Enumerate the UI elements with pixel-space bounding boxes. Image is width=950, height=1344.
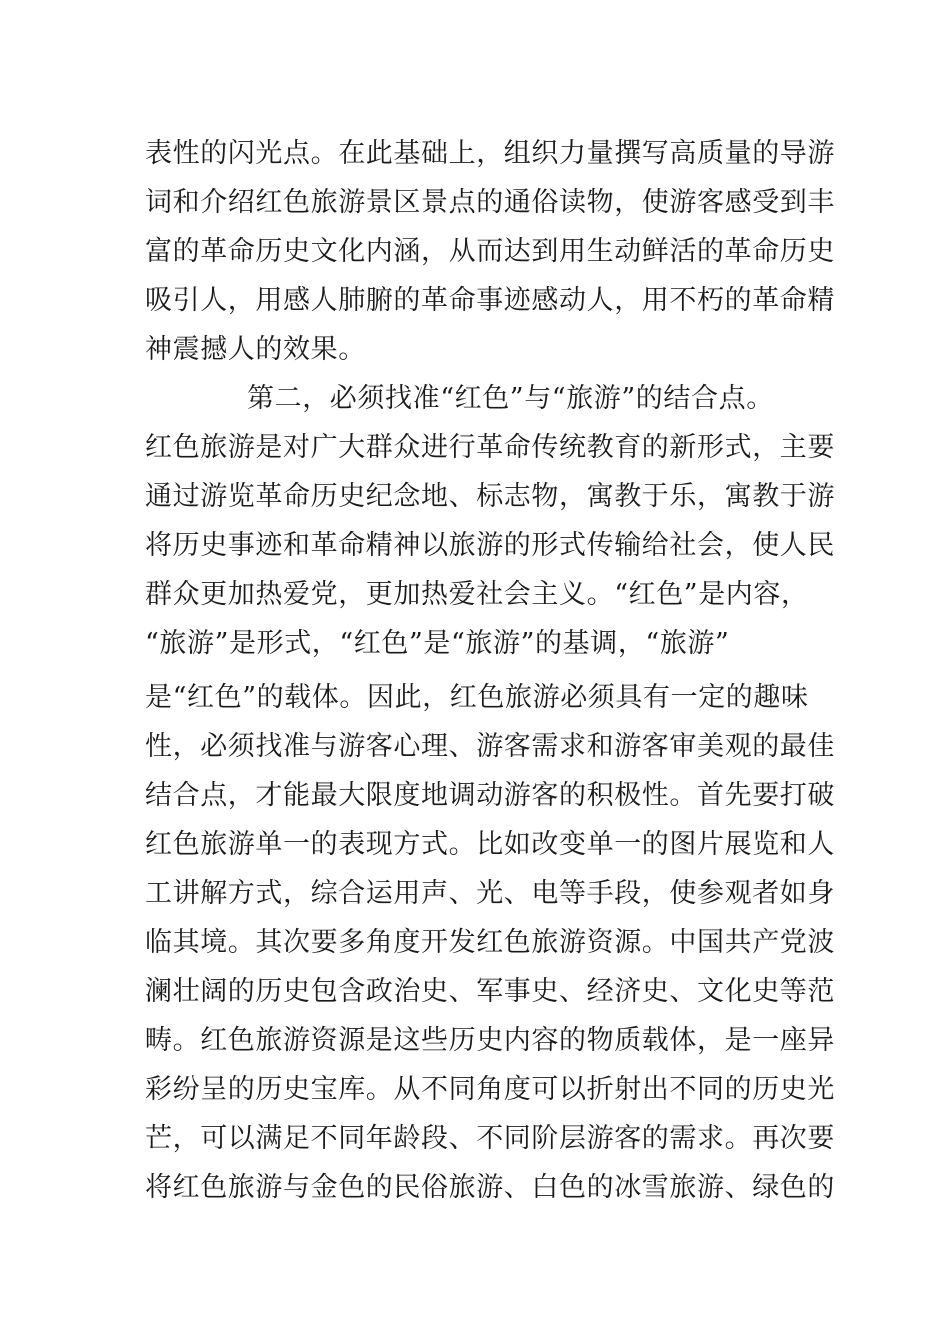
text-line: 将历史事迹和革命精神以旅游的形式传输给社会，使人民 (145, 530, 835, 561)
text-line: 词和介绍红色旅游景区景点的通俗读物，使游客感受到丰 (145, 187, 835, 218)
text-line: 红色旅游是对广大群众进行革命传统教育的新形式，主要 (145, 432, 835, 463)
section-heading-line: 第二，必须找准“红色”与“旅游”的结合点。 (247, 383, 774, 414)
text-line: 临其境。其次要多角度开发红色旅游资源。中国共产党波 (145, 927, 835, 958)
text-line: 性，必须找准与游客心理、游客需求和游客审美观的最佳 (145, 731, 835, 762)
text-line: 吸引人，用感人肺腑的革命事迹感动人，用不朽的革命精 (145, 285, 835, 316)
text-line: 是“红色”的载体。因此，红色旅游必须具有一定的趣味 (145, 682, 809, 713)
text-line: 红色旅游单一的表现方式。比如改变单一的图片展览和人 (145, 829, 835, 860)
text-line: 工讲解方式，综合运用声、光、电等手段，使参观者如身 (145, 878, 835, 909)
text-line: “旅游”是形式，“红色”是“旅游”的基调，“旅游” (145, 628, 730, 659)
text-line: 神震撼人的效果。 (145, 334, 366, 365)
text-line: 彩纷呈的历史宝库。从不同角度可以折射出不同的历史光 (145, 1074, 835, 1105)
text-line: 表性的闪光点。在此基础上，组织力量撰写高质量的导游 (145, 138, 835, 169)
text-line: 结合点，才能最大限度地调动游客的积极性。首先要打破 (145, 780, 835, 811)
text-line: 将红色旅游与金色的民俗旅游、白色的冰雪旅游、绿色的 (145, 1172, 835, 1203)
text-line: 通过游览革命历史纪念地、标志物，寓教于乐，寓教于游 (145, 481, 835, 512)
text-line: 畴。红色旅游资源是这些历史内容的物质载体，是一座异 (145, 1025, 835, 1056)
text-line: 富的革命历史文化内涵，从而达到用生动鲜活的革命历史 (145, 236, 835, 267)
text-line: 澜壮阔的历史包含政治史、军事史、经济史、文化史等范 (145, 976, 835, 1007)
text-line: 芒，可以满足不同年龄段、不同阶层游客的需求。再次要 (145, 1123, 835, 1154)
text-line: 群众更加热爱党，更加热爱社会主义。“红色”是内容， (145, 579, 809, 610)
